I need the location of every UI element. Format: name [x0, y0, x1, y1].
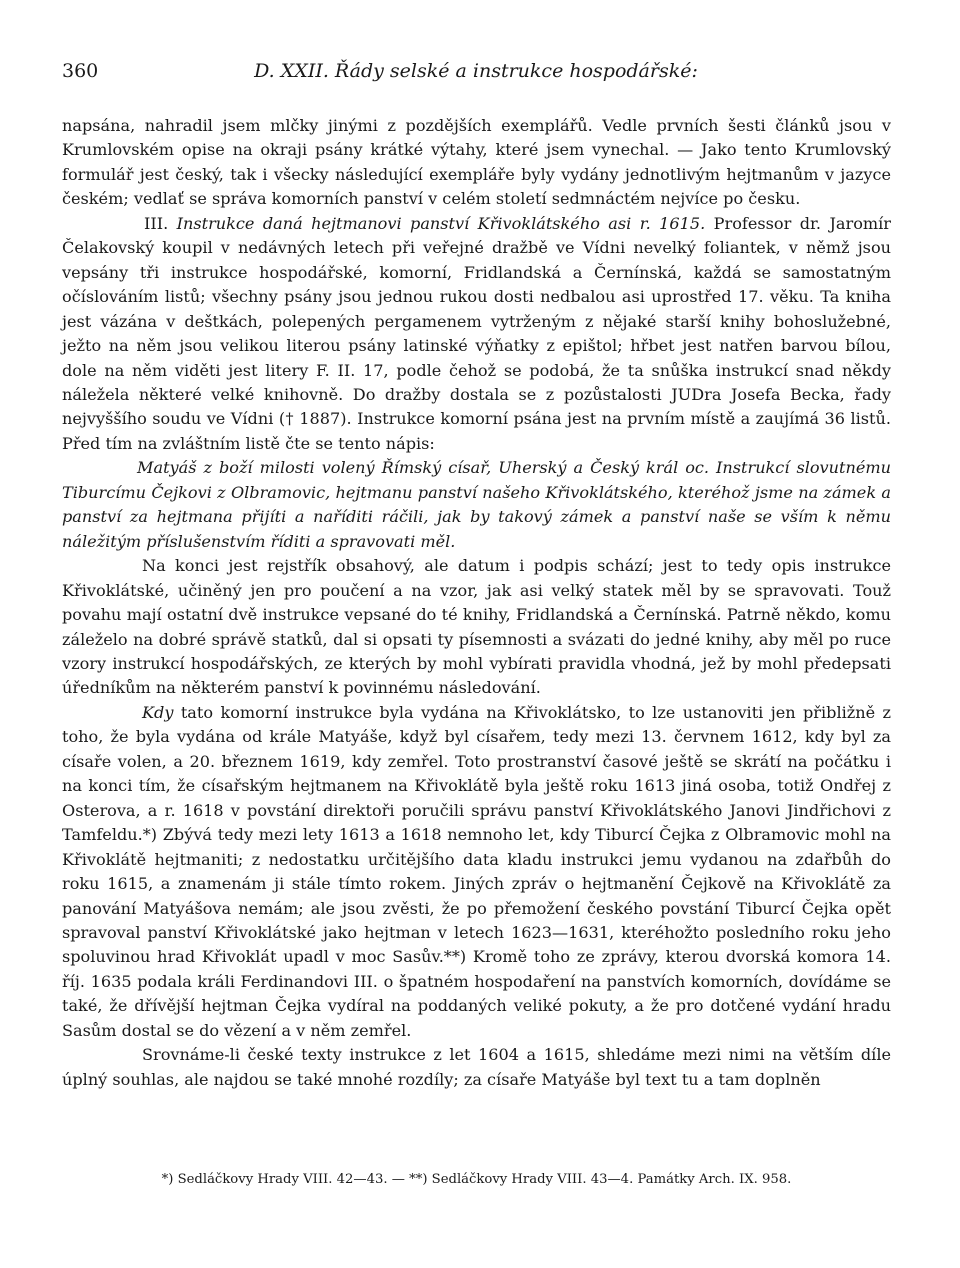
- section-paragraph: [62, 212, 891, 457]
- paragraph: [62, 701, 891, 1043]
- paragraph-text: tato komorní instrukce byla vydána na Křivoklátsko, to lze ustanoviti jen přibližně z toho, že byla vydána od krále Matyáše, když byl císařem, tedy mezi 13. červnem 1612, kdy byl za císaře volen, a 20. březnem 1619, kdy zemřel. Toto prostranství časové ještě se skrátí na počátku i na konci tím, že císařským hejtmanem na Křivoklátě byla ještě roku 1613 jiná osoba, totiž Ondřej z Osterova, a r. 1618 v povstání direktoři poručili správu panství Křivoklátského Janovi Jindřichovi z Tamfeldu.*) Zbývá tedy mezi lety 1613 a 1618 nemnoho let, kdy Tiburcí Čejka z Olbramovic mohl na Křivoklátě hejtmaniti; z nedostatku určitějšího data kladu instrukci jemu vydanou na zdařbůh do roku 1615, a znamenám ji stále tímto rokem. Jiných zpráv o hejtmanění Čejkově na Křivoklátě za panování Matyášova nemám; ale jsou zvěsti, že po přemožení českého povstání Tiburcí Čejka opět spravoval panství Křivoklátské jako hejtman v letech 1623—1631, kteréhožto posledního roku jeho spoluvinou hrad Křivoklát upadl v moc Sasův.**) Kromě toho ze zprávy, kterou dvorská komora 14. říj. 1635 podala králi Ferdinandovi III. o špatném hospodaření na panstvích komorních, dovídáme se také, že dřívější hejtman Čejka vydíral na poddaných veliké pokuty, a že pro dotčené vydání hradu Sasům dostal se do vězení a v něm zemřel.: [62, 702, 891, 1040]
- footnotes: *) Sedláčkovy Hrady VIII. 42—43. — **) Sedláčkovy Hrady VIII. 43—4. Památky Arch. IX. 958.: [161, 1172, 792, 1187]
- paragraph-lead-word: Kdy: [142, 702, 174, 722]
- page-header: [62, 60, 890, 90]
- section-title: Instrukce daná hejtmanovi panství Křivoklátského asi r. 1615.: [176, 213, 706, 233]
- section-text: Professor dr. Jaromír Čelakovský koupil v nedávných letech při veřejné dražbě ve Vídni nevelký foliantek, v němž jsou vepsány tři instrukce hospodářské, komorní, Fridlandská a Černínská, každá se samostatným očíslováním listů; všechny psány jsou jednou rukou dosti nedbalou asi uprostřed 17. věku. Ta kniha jest vázána v deštkách, polepených pergamenem vytrženým z nějaké starší knihy bohoslužebné, ježto na něm jsou velikou literou psány latinské výňatky z epištol; hřbet jest natřen barvou bílou, dole na něm viděti jest litery F. II. 17, podle čehož se podobá, že ta snůška instrukcí snad někdy náležela některé velké knihovně. Do dražby dostala se z pozůstalosti JUDra Josefa Becka, řady nejvyššího soudu ve Vídni († 1887). Instrukce komorní psána jest na prvním místě a zaujímá 36 listů. Před tím na zvláštním listě čte se tento nápis:: [62, 213, 891, 453]
- section-number: III.: [144, 213, 169, 233]
- quoted-inscription: Matyáš z boží milosti volený Římský císař, Uherský a Český král oc. Instrukcí slovutnému Tiburcímu Čejkovi z Olbramovic, hejtmanu panství našeho Křivoklátského, kteréhož jsme na zámek a panství za hejtmana přijíti a naříditi ráčili, jak by takový zámek a panství naše se vším k němu náležitým příslušenstvím říditi a spravovati měl.: [62, 458, 891, 551]
- paragraph: Na konci jest rejstřík obsahový, ale datum i podpis schází; jest to tedy opis instrukce Křivoklátské, učiněný jen pro poučení a na vzor, jak asi velký statek měl by se spravovati. Touž povahu mají ostatní dvě instrukce vepsané do té knihy, Fridlandská a Černínská. Patrně někdo, komu záleželo na dobré správě statků, dal si opsati ty písemnosti a svázati do jedné knihy, aby měl po ruce vzory instrukcí hospodářských, ze kterých by mohl vybírati pravidla vhodná, jež by mohl předepsati úředníkům na některém panství k povinnému následování.: [62, 556, 891, 698]
- page-number: 360: [62, 60, 99, 82]
- paragraph: Srovnáme-li české texty instrukce z let 1604 a 1615, shledáme mezi nimi na větším díle úplný souhlas, ale najdou se také mnohé rozdíly; za císaře Matyáše byl text tu a tam doplněn: [62, 1045, 891, 1089]
- paragraph-continuation: napsána, nahradil jsem mlčky jinými z pozdějších exemplářů. Vedle prvních šesti článků jsou v Krumlovském opise na okraji psány krátké výtahy, které jsem vynechal. — Jako tento Krumlovský formulář jest český, tak i všecky následující exempláře byly vydány jednotlivým hejtmanům v jazyce českém; vedlať se správa komorních panství v celém století sedmnáctém nejvíce po česku.: [62, 116, 891, 209]
- running-title: D. XXII. Řády selské a instrukce hospodářské:: [254, 60, 698, 82]
- body-text: [62, 114, 891, 1092]
